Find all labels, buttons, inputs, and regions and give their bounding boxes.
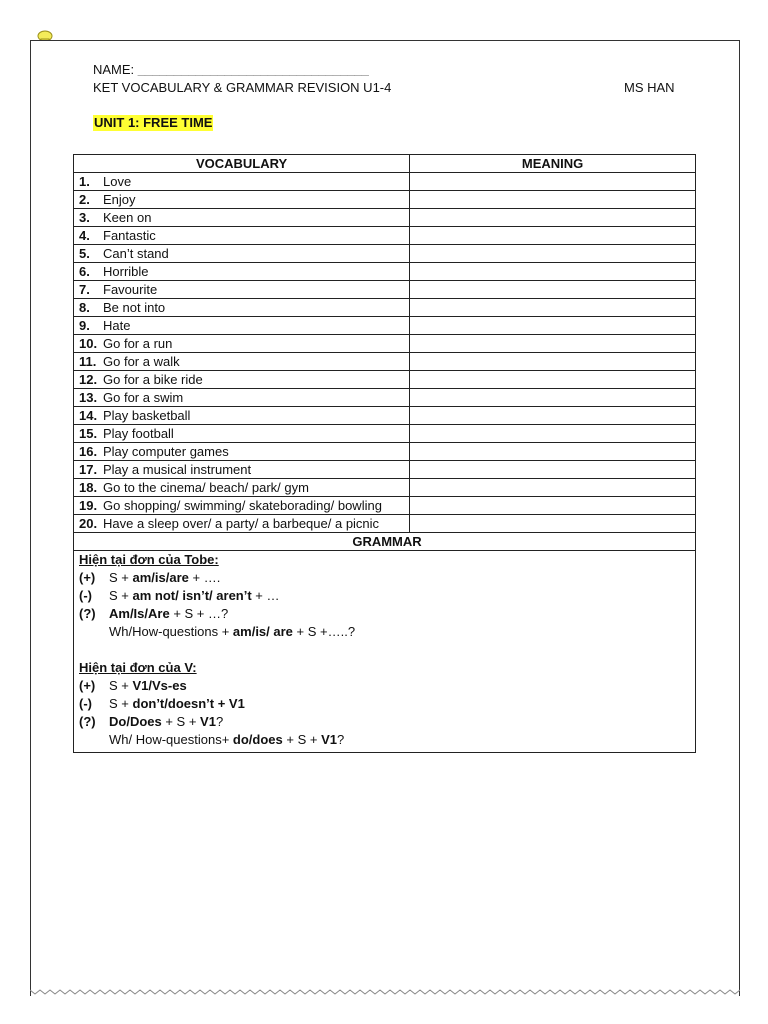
vocabulary-cell [74, 281, 410, 299]
tobe-question [79, 605, 695, 623]
tobe-heading: Hiện tại đơn của Tobe: [79, 552, 219, 567]
meaning-cell[interactable] [410, 281, 696, 299]
item-number: 12. [79, 372, 98, 387]
meaning-cell[interactable] [410, 497, 696, 515]
meaning-cell[interactable] [410, 317, 696, 335]
vocabulary-word: Enjoy [103, 192, 136, 207]
meaning-cell[interactable] [410, 407, 696, 425]
table-row [74, 299, 696, 317]
table-row [74, 245, 696, 263]
question-sign: (?) [79, 606, 96, 621]
item-number: 1. [79, 174, 90, 189]
formula-part: + S +…..? [292, 624, 356, 639]
table-row [74, 227, 696, 245]
vocabulary-word: Horrible [103, 264, 149, 279]
positive-sign: (+) [79, 570, 96, 585]
teacher-name: MS HAN [624, 80, 675, 95]
vocabulary-table [73, 154, 696, 753]
formula-part: + …. [188, 570, 221, 585]
formula-part: Wh/How-questions + [109, 624, 233, 639]
grammar-header: GRAMMAR [74, 533, 696, 551]
vocabulary-word: Go to the cinema/ beach/ park/ gym [103, 480, 309, 495]
item-number: 9. [79, 318, 90, 333]
table-row [74, 371, 696, 389]
meaning-cell[interactable] [410, 227, 696, 245]
table-row [74, 173, 696, 191]
verb-positive [79, 677, 695, 695]
vocabulary-cell [74, 407, 410, 425]
table-row [74, 281, 696, 299]
formula-part: + … [251, 588, 280, 603]
vocabulary-cell [74, 389, 410, 407]
item-number: 4. [79, 228, 90, 243]
vocabulary-word: Favourite [103, 282, 158, 297]
formula-part: + S + [282, 732, 322, 747]
item-number: 16. [79, 444, 98, 459]
page-tear-edge [30, 985, 740, 999]
vocabulary-cell [74, 245, 410, 263]
vocabulary-cell [74, 209, 410, 227]
formula-keyword: V1/Vs-es [132, 678, 187, 693]
meaning-cell[interactable] [410, 299, 696, 317]
formula-keyword: do/does [232, 732, 283, 747]
vocabulary-cell [74, 335, 410, 353]
vocabulary-word: Go for a swim [103, 390, 184, 405]
item-number: 10. [79, 336, 98, 351]
vocabulary-cell [74, 515, 410, 533]
formula-keyword: am/is/ are [232, 624, 293, 639]
item-number: 19. [79, 498, 98, 513]
vocabulary-word: Keen on [103, 210, 152, 225]
vocabulary-word: Play computer games [103, 444, 229, 459]
vocabulary-word: Go for a run [103, 336, 173, 351]
meaning-cell[interactable] [410, 245, 696, 263]
vocabulary-word: Hate [103, 318, 131, 333]
formula-part: + S + …? [169, 606, 229, 621]
verb-question [79, 713, 695, 731]
meaning-cell[interactable] [410, 173, 696, 191]
formula-keyword: am not/ isn’t/ aren’t [132, 588, 252, 603]
item-number: 17. [79, 462, 98, 477]
formula-part: + S + [161, 714, 201, 729]
vocabulary-word: Go shopping/ swimming/ skateborading/ bowling [103, 498, 382, 513]
vocabulary-word: Love [103, 174, 132, 189]
item-number: 20. [79, 516, 98, 531]
formula-keyword: Am/Is/Are [109, 606, 170, 621]
meaning-cell[interactable] [410, 425, 696, 443]
negative-sign: (-) [79, 696, 92, 711]
vocabulary-cell [74, 461, 410, 479]
item-number: 8. [79, 300, 90, 315]
verb-wh-question [79, 731, 695, 749]
meaning-cell[interactable] [410, 209, 696, 227]
unit-title: UNIT 1: FREE TIME [94, 115, 213, 130]
table-row [74, 263, 696, 281]
verb-heading: Hiện tại đơn của V: [79, 660, 197, 675]
item-number: 11. [79, 354, 97, 369]
meaning-column-header: MEANING [410, 155, 696, 173]
table-row [74, 461, 696, 479]
vocabulary-cell [74, 443, 410, 461]
formula-keyword: V1 [200, 714, 216, 729]
table-row [74, 191, 696, 209]
meaning-cell[interactable] [410, 263, 696, 281]
meaning-cell[interactable] [410, 335, 696, 353]
meaning-cell[interactable] [410, 353, 696, 371]
name-label: NAME: ________________________________ [93, 62, 370, 76]
vocabulary-word: Can’t stand [103, 246, 169, 261]
table-row [74, 335, 696, 353]
verb-negative [79, 695, 695, 713]
vocabulary-cell [74, 299, 410, 317]
item-number: 13. [79, 390, 98, 405]
item-number: 3. [79, 210, 90, 225]
table-row [74, 407, 696, 425]
meaning-cell[interactable] [410, 191, 696, 209]
vocabulary-word: Play basketball [103, 408, 191, 423]
vocabulary-word: Play football [103, 426, 174, 441]
vocabulary-cell [74, 497, 410, 515]
vocabulary-cell [74, 425, 410, 443]
vocabulary-cell [74, 353, 410, 371]
formula-keyword: V1 [321, 732, 337, 747]
vocabulary-cell [74, 227, 410, 245]
table-row [74, 443, 696, 461]
meaning-cell[interactable] [410, 479, 696, 497]
item-number: 7. [79, 282, 90, 297]
meaning-cell[interactable] [410, 443, 696, 461]
grammar-cell [74, 551, 696, 753]
vocabulary-cell [74, 191, 410, 209]
negative-sign: (-) [79, 588, 92, 603]
spacer [79, 641, 695, 659]
formula-part: S + [109, 678, 133, 693]
vocabulary-word: Go for a bike ride [103, 372, 203, 387]
vocabulary-word: Have a sleep over/ a party/ a barbeque/ a picnic [103, 516, 380, 531]
vocabulary-cell [74, 371, 410, 389]
table-row [74, 209, 696, 227]
formula-part: Wh/ How-questions+ [109, 732, 233, 747]
meaning-cell[interactable] [410, 371, 696, 389]
meaning-cell[interactable] [410, 461, 696, 479]
table-row [74, 425, 696, 443]
table-row [74, 389, 696, 407]
item-number: 6. [79, 264, 90, 279]
vocabulary-word: Go for a walk [103, 354, 180, 369]
formula-part: ? [336, 732, 345, 747]
tobe-negative [79, 587, 695, 605]
meaning-cell[interactable] [410, 389, 696, 407]
table-row [74, 353, 696, 371]
positive-sign: (+) [79, 678, 96, 693]
table-row [74, 497, 696, 515]
worksheet-subtitle: KET VOCABULARY & GRAMMAR REVISION U1-4 [93, 80, 392, 95]
table-row [74, 515, 696, 533]
formula-part: S + [109, 588, 133, 603]
formula-part: ? [215, 714, 224, 729]
vocabulary-word: Fantastic [103, 228, 156, 243]
formula-keyword: don’t/doesn’t + V1 [132, 696, 245, 711]
vocabulary-word: Play a musical instrument [103, 462, 252, 477]
meaning-cell[interactable] [410, 515, 696, 533]
item-number: 18. [79, 480, 98, 495]
vocabulary-cell [74, 317, 410, 335]
grammar-row [74, 551, 696, 753]
tobe-wh-question [79, 623, 695, 641]
formula-keyword: am/is/are [132, 570, 189, 585]
vocabulary-cell [74, 479, 410, 497]
formula-keyword: Do/Does [109, 714, 162, 729]
formula-part: S + [109, 696, 133, 711]
item-number: 2. [79, 192, 90, 207]
tobe-positive [79, 569, 695, 587]
item-number: 5. [79, 246, 90, 261]
table-row [74, 317, 696, 335]
vocabulary-word: Be not into [103, 300, 166, 315]
vocabulary-cell [74, 263, 410, 281]
formula-part: S + [109, 570, 133, 585]
grammar-header-row [74, 533, 696, 551]
vocabulary-cell [74, 173, 410, 191]
question-sign: (?) [79, 714, 96, 729]
item-number: 14. [79, 408, 98, 423]
item-number: 15. [79, 426, 98, 441]
vocabulary-column-header: VOCABULARY [74, 155, 410, 173]
name-field-line [93, 62, 369, 76]
table-row [74, 479, 696, 497]
